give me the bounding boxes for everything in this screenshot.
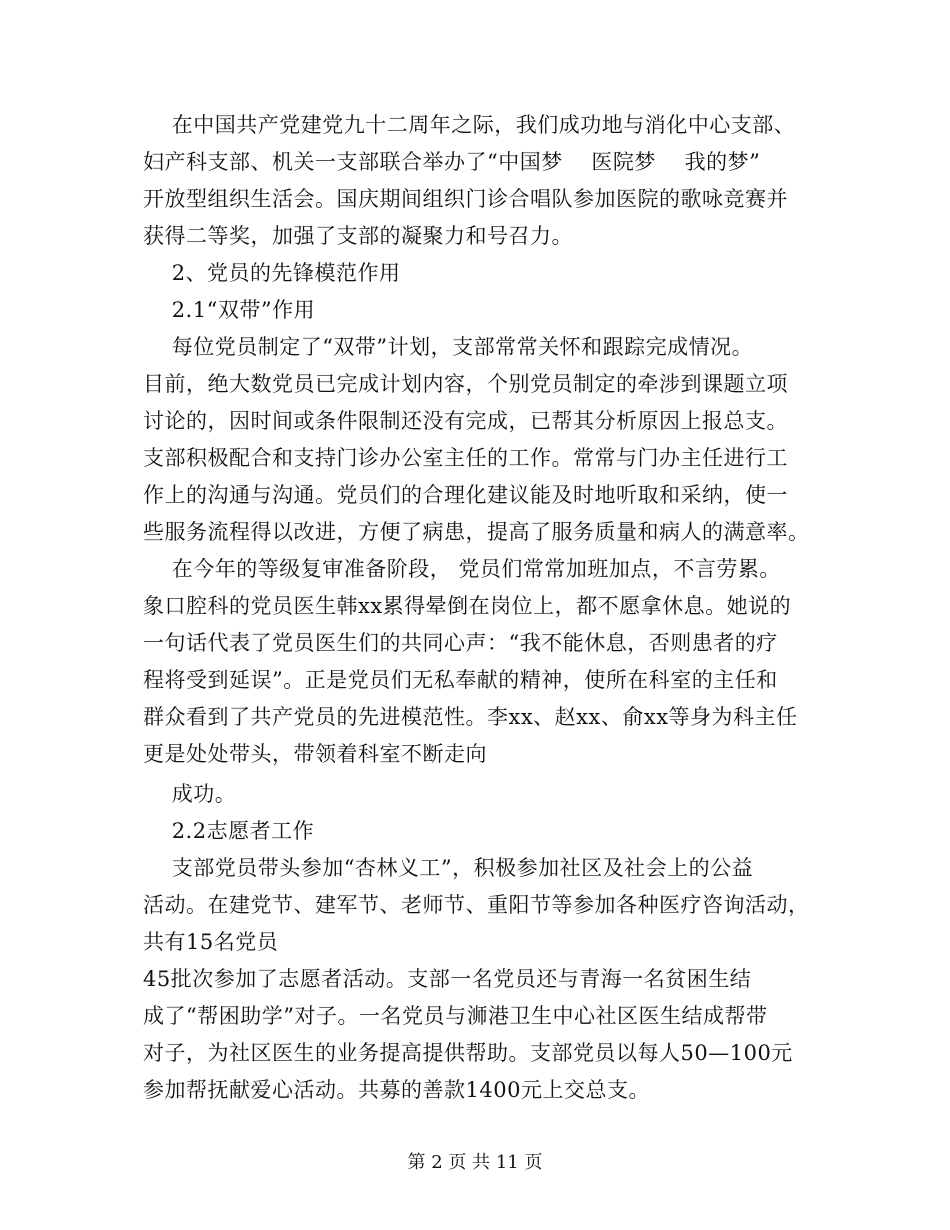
body-text-line: 讨论的，因时间或条件限制还没有完成，已帮其分析原因上报总支。	[143, 409, 788, 433]
body-text-line: 程将受到延误”。正是党员们无私奉献的精神，使所在科室的主任和	[143, 668, 778, 692]
body-text-line: 在今年的等级复审准备阶段， 党员们常常加班加点，不言劳累。	[143, 557, 781, 581]
body-text-line: 一句话代表了党员医生们的共同心声：“我不能休息，否则患者的疗	[143, 631, 778, 655]
body-text-line: 成功。	[143, 782, 237, 806]
body-text-line: 更是处处带头，带领着科室不断走向	[143, 742, 487, 766]
body-text-line: 对子，为社区医生的业务提高提供帮助。支部党员以每人50—100元	[143, 1041, 793, 1065]
body-text-line: 参加帮抚献爱心活动。共募的善款1400元上交总支。	[143, 1078, 650, 1102]
body-text-line: 作上的沟通与沟通。党员们的合理化建议能及时地听取和采纳，使一	[143, 483, 788, 507]
section-heading: 2、党员的先锋模范作用	[143, 261, 401, 285]
subsection-heading: 2.2志愿者工作	[143, 819, 315, 843]
body-text-line: 目前，绝大数党员已完成计划内容，个别党员制定的牵涉到课题立项	[143, 372, 788, 396]
subsection-heading: 2.1“双带”作用	[143, 298, 316, 322]
body-text-line: 每位党员制定了“双带”计划，支部常常关怀和跟踪完成情况。	[143, 335, 754, 359]
body-text-line: 在中国共产党建党九十二周年之际，我们成功地与消化中心支部、	[143, 113, 796, 137]
page-number-footer: 第 2 页 共 11 页	[407, 1152, 543, 1173]
body-text-line: 妇产科支部、机关一支部联合举办了“中国梦 医院梦 我的梦”	[143, 150, 761, 174]
body-text-line: 45批次参加了志愿者活动。支部一名党员还与青海一名贫困生结	[143, 967, 752, 991]
body-text-line: 群众看到了共产党员的先进模范性。李xx、赵xx、俞xx等身为科主任	[143, 705, 798, 729]
body-text-line: 支部党员带头参加“杏林义工”，积极参加社区及社会上的公益	[143, 856, 754, 880]
body-text-line: 共有15名党员	[143, 930, 279, 954]
body-text-line: 成了“帮困助学”对子。一名党员与浉港卫生中心社区医生结成帮带	[143, 1004, 768, 1028]
body-text-line: 象口腔科的党员医生韩xx累得晕倒在岗位上，都不愿拿休息。她说的	[143, 594, 792, 618]
body-text-line: 获得二等奖，加强了支部的凝聚力和号召力。	[143, 224, 573, 248]
body-text-line: 活动。在建党节、建军节、老师节、重阳节等参加各种医疗咨询活动，	[143, 893, 810, 917]
body-text-line: 支部积极配合和支持门诊办公室主任的工作。常常与门办主任进行工	[143, 446, 788, 470]
body-text-line: 开放型组织生活会。国庆期间组织门诊合唱队参加医院的歌咏竞赛并	[143, 187, 788, 211]
body-text-line: 些服务流程得以改进，方便了病患，提高了服务质量和病人的满意率。	[143, 520, 810, 544]
